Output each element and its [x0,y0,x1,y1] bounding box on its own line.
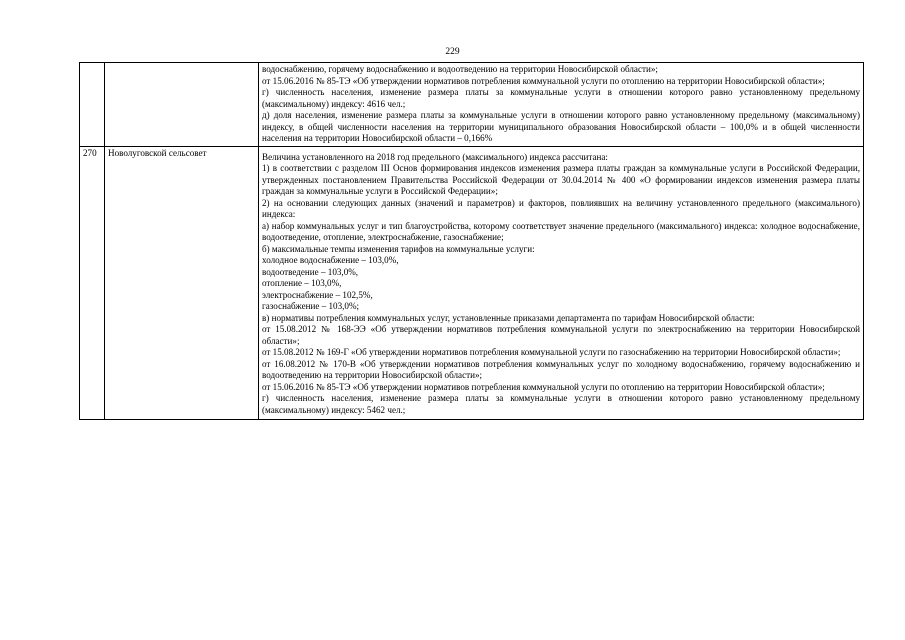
description-paragraph: от 15.06.2016 № 85-ТЭ «Об утверждении нормативов потребления коммунальной услуги по отоплению на территории Новосибирской области»; [262,381,825,392]
description-paragraph: от 15.08.2012 № 169-Г «Об утверждении нормативов потребления коммунальной услуги по газоснабжению на территории Новосибирской области»; [262,347,841,357]
page-number: 229 [445,47,460,57]
description-paragraph: электроснабжение – 102,5%, [262,289,373,300]
description-paragraph: Величина установленного на 2018 год предельного (максимального) индекса рассчитана: [262,151,608,162]
description-paragraph: д) доля населения, изменение размера платы за коммунальные услуги в отношении которого равно установленному предельному (максимальному) индексу, в общей численности населения на территории муниципального образования Новосибирской области – 100,0% и в общей численности населения на территории Новосибирской области – 0,166% [262,110,860,143]
description-paragraph: 1) в соответствии с разделом III Основ формирования индексов изменения размера платы граждан за коммунальные услуги в Российской Федерации, утвержденных постановлением Правительства Российской Федерации от 30.04.2014 № 400 «О формировании индексов изменения размера платы граждан за коммунальные услуги в Российской Федерации»; [262,163,860,196]
description-paragraph: от 15.08.2012 № 168-ЭЭ «Об утверждении нормативов потребления коммунальной услуги по электроснабжению на территории Новосибирской области»; [262,324,860,346]
description-paragraph: газоснабжение – 103,0%; [262,301,360,311]
description-paragraph: холодное водоснабжение – 103,0%, [262,255,399,265]
description-paragraph: г) численность населения, изменение размера платы за коммунальные услуги в отношении которого равно установленному предельному (максимальному) индексу: 5462 чел.; [262,393,860,415]
index-table [79,62,864,420]
municipality-name [105,63,259,147]
description-paragraph: от 16.08.2012 № 170-В «Об утверждении нормативов потребления коммунальных услуг по холодному водоснабжению, горячему водоснабжению и водоотведению на территории Новосибирской области»; [262,358,860,380]
municipality-name: Новолуговской сельсовет [105,146,259,420]
description-paragraph: б) максимальные темпы изменения тарифов на коммунальные услуги: [262,243,535,254]
table-body [80,63,864,420]
description-paragraph: от 15.06.2016 № 85-ТЭ «Об утверждении нормативов потребления коммунальной услуги по отоплению на территории Новосибирской области»; [262,75,825,86]
description-paragraph: водоотведение – 103,0%, [262,266,359,277]
row-number [80,63,105,147]
table-row [80,63,864,147]
index-description [259,146,864,420]
description-paragraph: в) нормативы потребления коммунальных услуг, установленные приказами департамента по тарифам Новосибирской области: [262,312,755,323]
description-paragraph: г) численность населения, изменение размера платы за коммунальные услуги в отношении которого равно установленному предельному (максимальному) индексу: 4616 чел.; [262,87,860,109]
description-paragraph: 2) на основании следующих данных (значений и параметров) и факторов, повлиявших на величину установленного предельного (максимального) индекса: [262,197,860,219]
table-row [80,146,864,420]
index-description [259,63,864,147]
description-paragraph: отопление – 103,0%, [262,278,342,288]
row-number: 270 [80,146,105,420]
description-paragraph: водоснабжению, горячему водоснабжению и водоотведению на территории Новосибирской области»; [262,64,658,74]
description-paragraph: а) набор коммунальных услуг и тип благоустройства, которому соответствует значение предельного (максимального) индекса: холодное водоснабжение, водоотведение, отопление, электроснабжение, газоснабжение; [262,220,860,242]
